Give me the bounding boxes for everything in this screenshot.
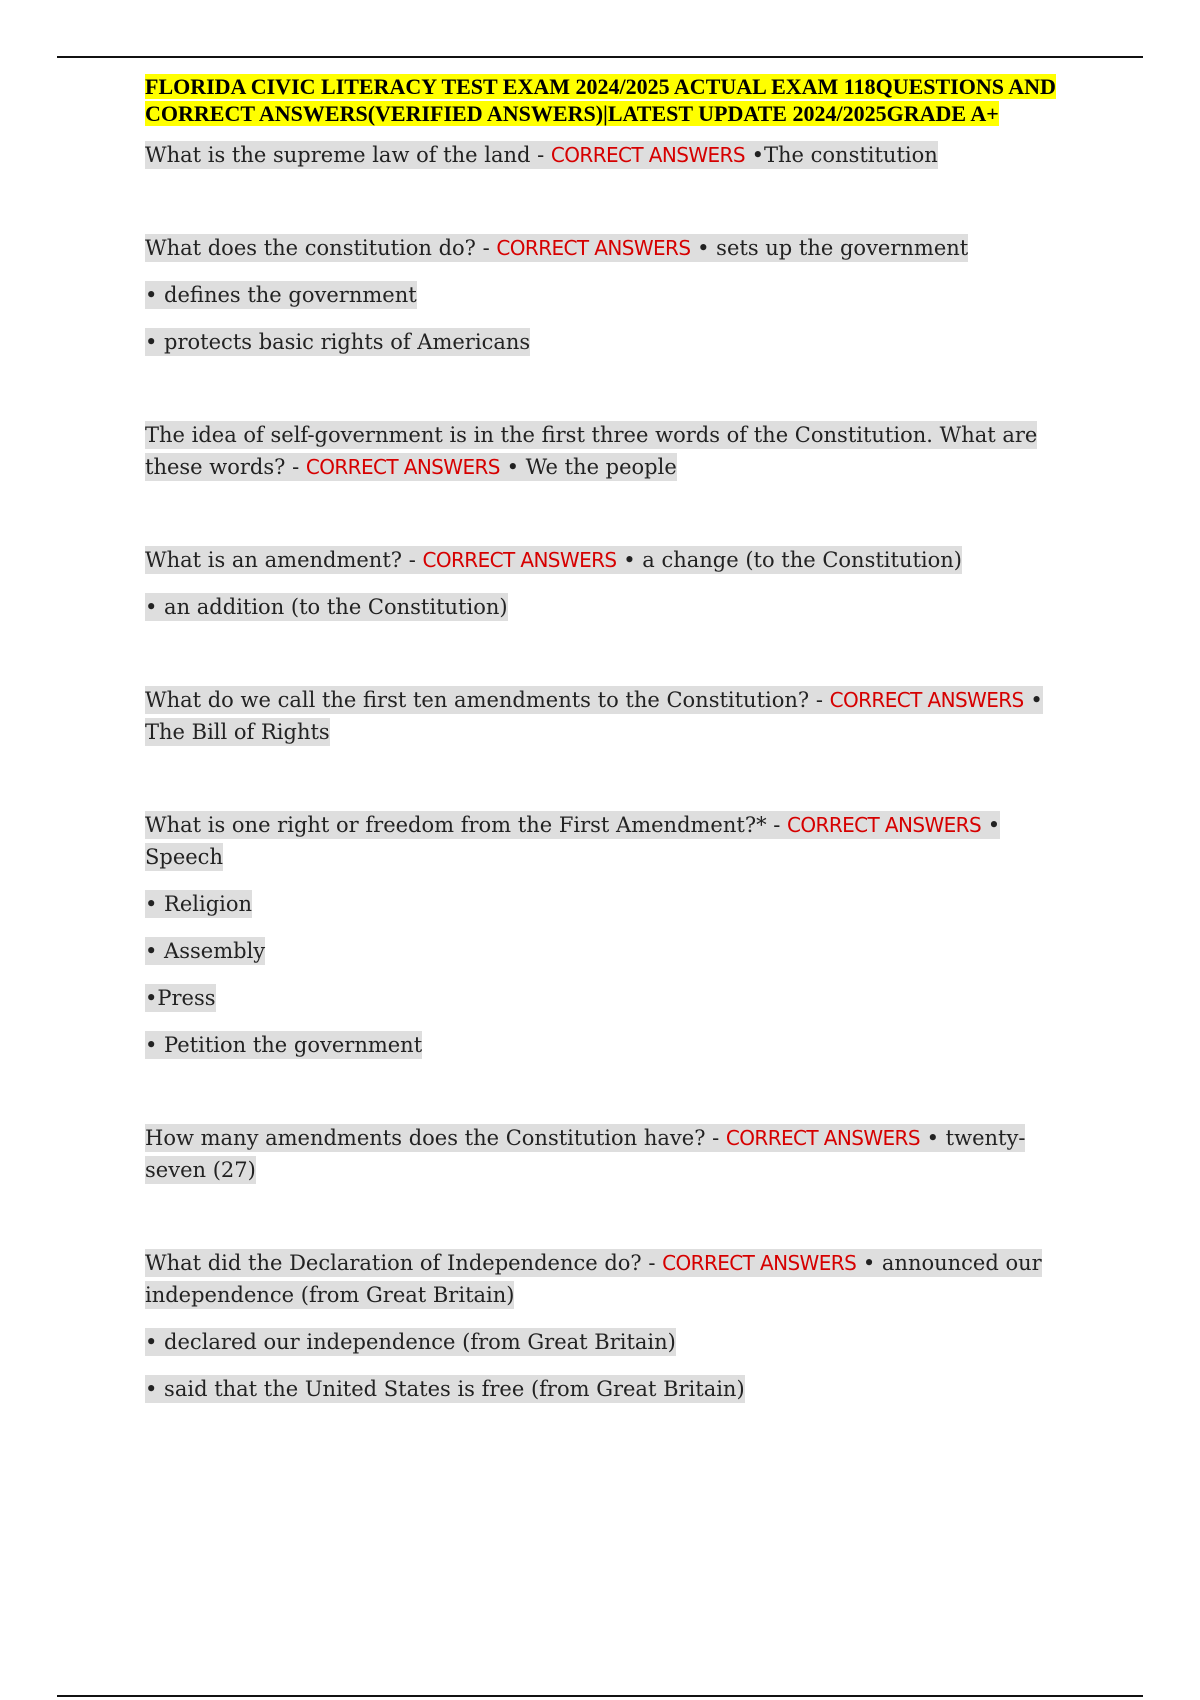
qa-list	[145, 139, 1080, 1405]
question-text: What did the Declaration of Independence do? -	[145, 1251, 663, 1275]
document-title	[145, 73, 1080, 127]
question-line	[145, 544, 1080, 576]
correct-answers-label: CORRECT ANSWERS	[725, 1126, 920, 1150]
answer-text: • defines the government	[145, 283, 417, 307]
answer-text: • We the people	[499, 455, 677, 479]
question-line	[145, 684, 1080, 748]
question-line	[145, 809, 1080, 873]
question-line	[145, 419, 1080, 483]
correct-answers-label: CORRECT ANSWERS	[422, 548, 617, 572]
answer-text: •The constitution	[744, 143, 938, 167]
answer-line	[145, 1373, 1080, 1405]
qa-spacer	[145, 186, 1080, 232]
question-line	[145, 1247, 1080, 1311]
question-highlight	[145, 234, 968, 262]
answer-text: • announced our independence (from Great Britain)	[145, 1251, 1042, 1307]
qa-item	[145, 1122, 1080, 1247]
qa-item	[145, 139, 1080, 232]
title-highlight: FLORIDA CIVIC LITERACY TEST EXAM 2024/2025 ACTUAL EXAM 118QUESTIONS AND CORRECT ANSWERS(VERIFIED ANSWERS)|LATEST UPDATE 2024/2025GRADE A+	[145, 74, 1056, 126]
answer-line	[145, 888, 1080, 920]
question-highlight	[145, 686, 1043, 746]
qa-spacer	[145, 638, 1080, 684]
correct-answers-label: CORRECT ANSWERS	[829, 688, 1024, 712]
question-line	[145, 139, 1080, 171]
question-line	[145, 232, 1080, 264]
question-text: What is the supreme law of the land -	[145, 143, 551, 167]
qa-spacer	[145, 498, 1080, 544]
answer-text: • an addition (to the Constitution)	[145, 595, 508, 619]
answer-text: • sets up the government	[690, 236, 969, 260]
qa-item	[145, 809, 1080, 1122]
qa-item	[145, 419, 1080, 544]
answer-text: • said that the United States is free (from Great Britain)	[145, 1377, 745, 1401]
question-text: The idea of self-government is in the first three words of the Constitution. What are these words? -	[145, 423, 1038, 479]
answer-line	[145, 1326, 1080, 1358]
question-text: How many amendments does the Constitution have? -	[145, 1126, 726, 1150]
answer-text: • Religion	[145, 892, 253, 916]
correct-answers-label: CORRECT ANSWERS	[305, 455, 500, 479]
qa-item	[145, 232, 1080, 419]
question-highlight	[145, 811, 1000, 871]
answer-line	[145, 326, 1080, 358]
answer-text: • declared our independence (from Great Britain)	[145, 1330, 676, 1354]
footer-rule	[57, 1695, 1143, 1697]
correct-answers-label: CORRECT ANSWERS	[550, 143, 745, 167]
answer-text: • protects basic rights of Americans	[145, 330, 531, 354]
qa-item	[145, 1247, 1080, 1405]
qa-spacer	[145, 1201, 1080, 1247]
answer-text: • The Bill of Rights	[145, 688, 1043, 744]
question-highlight	[145, 546, 962, 574]
question-text: What does the constitution do? -	[145, 236, 497, 260]
question-text: What is an amendment? -	[145, 548, 423, 572]
answer-line	[145, 1029, 1080, 1061]
qa-spacer	[145, 1076, 1080, 1122]
answer-text: • Assembly	[145, 939, 266, 963]
question-text: What is one right or freedom from the First Amendment?* -	[145, 813, 788, 837]
answer-text: • Speech	[145, 813, 1001, 869]
answer-text: • twenty-seven (27)	[145, 1126, 1026, 1182]
answer-text: • Petition the government	[145, 1033, 423, 1057]
qa-spacer	[145, 373, 1080, 419]
answer-line	[145, 279, 1080, 311]
answer-text: •Press	[145, 986, 216, 1010]
qa-spacer	[145, 763, 1080, 809]
document-body	[145, 73, 1080, 1420]
answer-text: • a change (to the Constitution)	[616, 548, 962, 572]
question-line	[145, 1122, 1080, 1186]
question-highlight	[145, 1249, 1042, 1309]
question-highlight	[145, 421, 1037, 481]
qa-item	[145, 684, 1080, 809]
answer-line	[145, 935, 1080, 967]
question-highlight	[145, 1124, 1025, 1184]
correct-answers-label: CORRECT ANSWERS	[662, 1251, 857, 1275]
answer-line	[145, 982, 1080, 1014]
header-rule	[57, 56, 1143, 58]
correct-answers-label: CORRECT ANSWERS	[496, 236, 691, 260]
question-text: What do we call the first ten amendments to the Constitution? -	[145, 688, 830, 712]
answer-line	[145, 591, 1080, 623]
question-highlight	[145, 141, 938, 169]
qa-item	[145, 544, 1080, 684]
correct-answers-label: CORRECT ANSWERS	[787, 813, 982, 837]
